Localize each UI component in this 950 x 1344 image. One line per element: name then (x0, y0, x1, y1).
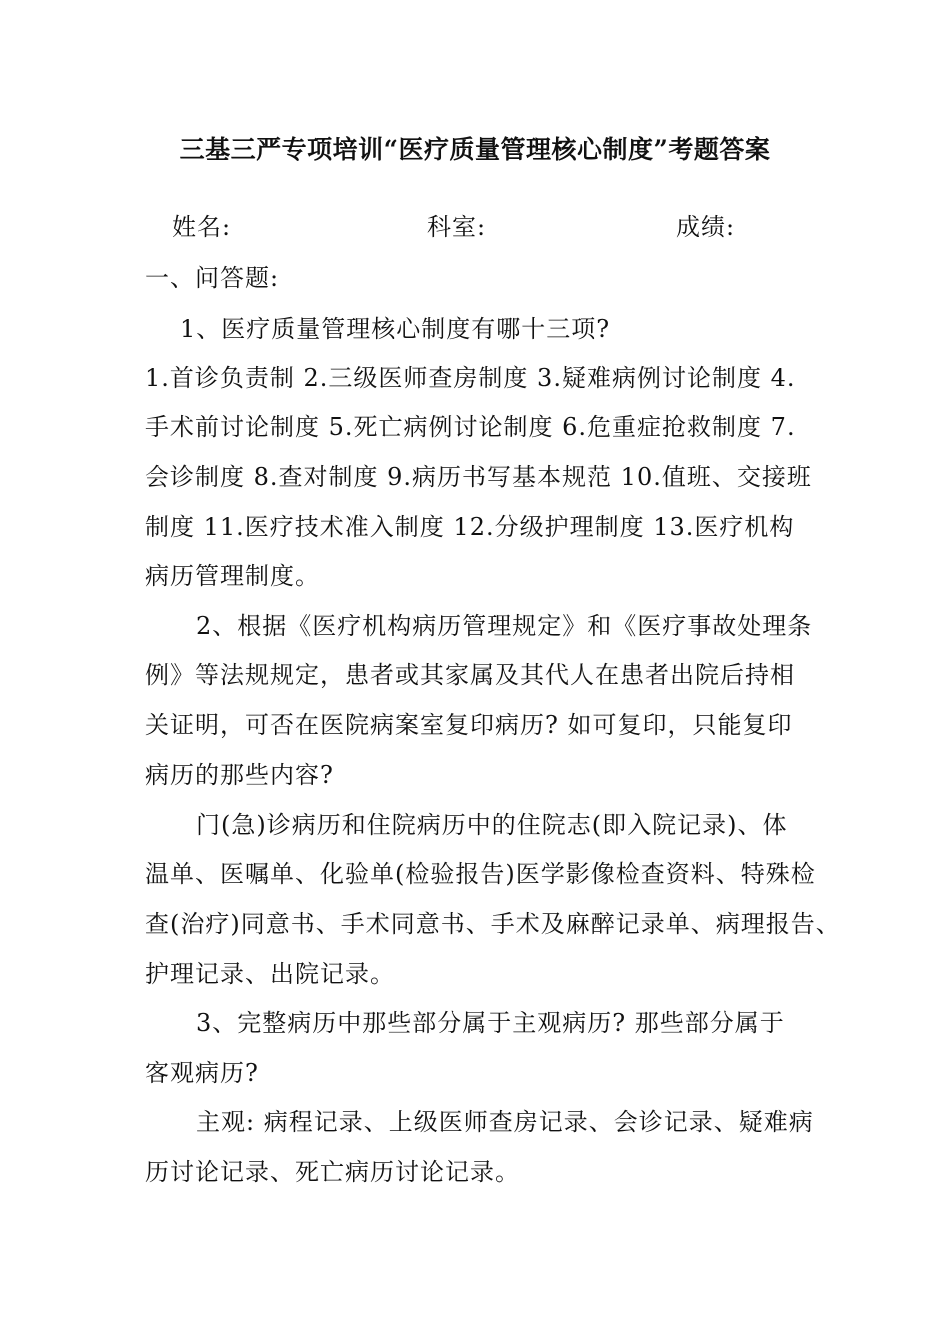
answer-3-line: 主观: 病程记录、上级医师查房记录、会诊记录、疑难病 (196, 1108, 814, 1136)
answer-1-line: 手术前讨论制度 5.死亡病例讨论制度 6.危重症抢救制度 7. (145, 413, 796, 441)
question-3-line: 客观病历? (145, 1059, 259, 1087)
question-2-line: 例》等法规规定，患者或其家属及其代人在患者出院后持相 (145, 661, 795, 689)
question-2-line: 关证明，可否在医院病案室复印病历? 如可复印，只能复印 (145, 711, 793, 739)
section-heading: 一、问答题: (145, 264, 280, 292)
answer-2-line: 护理记录、出院记录。 (145, 960, 395, 988)
document-title: 三基三严专项培训“医疗质量管理核心制度”考题答案 (179, 135, 771, 164)
question-1: 1、医疗质量管理核心制度有哪十三项? (180, 315, 611, 343)
answer-1-line: 病历管理制度。 (145, 562, 320, 590)
answer-2-line: 查(治疗)同意书、手术同意书、手术及麻醉记录单、病理报告、 (145, 910, 841, 938)
question-2-line: 病历的那些内容? (145, 761, 334, 789)
name-field-label: 姓名: (172, 213, 232, 241)
answer-2-line: 门(急)诊病历和住院病历中的住院志(即入院记录)、体 (196, 811, 788, 839)
question-2-line: 2、根据《医疗机构病历管理规定》和《医疗事故处理条 (196, 612, 813, 640)
answer-1-line: 1.首诊负责制 2.三级医师查房制度 3.疑难病例讨论制度 4. (145, 364, 796, 392)
department-field-label: 科室: (427, 213, 487, 241)
answer-1-line: 制度 11.医疗技术准入制度 12.分级护理制度 13.医疗机构 (145, 513, 795, 541)
answer-1-line: 会诊制度 8.查对制度 9.病历书写基本规范 10.值班、交接班 (145, 463, 812, 491)
score-field-label: 成绩: (676, 213, 736, 241)
answer-2-line: 温单、医嘱单、化验单(检验报告)医学影像检查资料、特殊检 (145, 860, 816, 888)
question-3-line: 3、完整病历中那些部分属于主观病历? 那些部分属于 (196, 1009, 785, 1037)
answer-3-line: 历讨论记录、死亡病历讨论记录。 (145, 1158, 520, 1186)
